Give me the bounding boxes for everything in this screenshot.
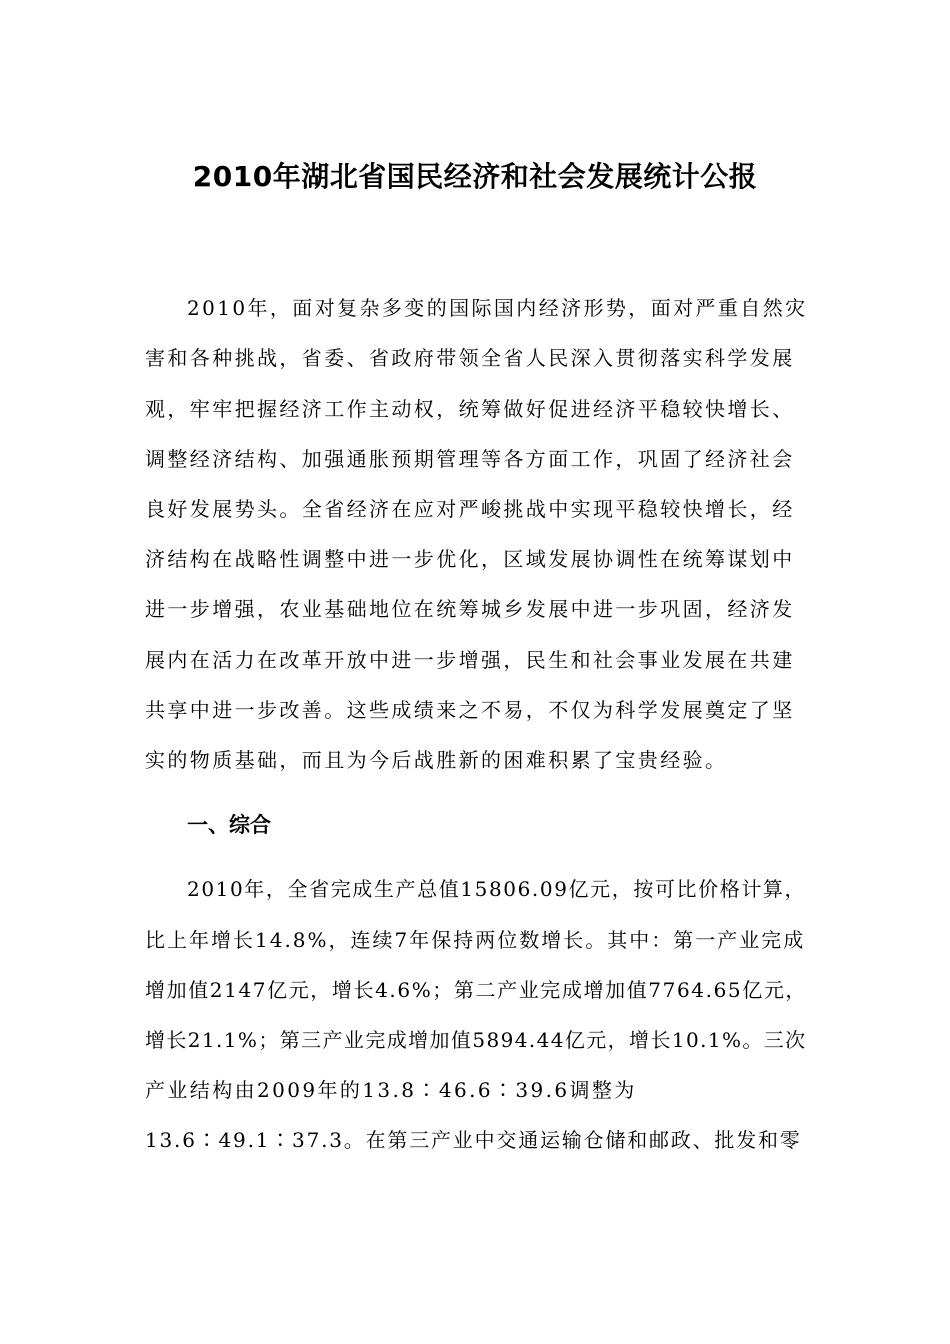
intro-line: 共享中进一步改善。这些成绩来之不易，不仅为科学发展奠定了坚: [145, 698, 795, 722]
intro-line: 观，牢牢把握经济工作主动权，统筹做好促进经济平稳较快增长、: [145, 397, 795, 421]
intro-line: 展内在活力在改革开放中进一步增强，民生和社会事业发展在共建: [145, 648, 795, 672]
document-title: 2010年湖北省国民经济和社会发展统计公报: [192, 160, 758, 193]
intro-line: 进一步增强，农业基础地位在统筹城乡发展中进一步巩固，经济发: [145, 597, 795, 621]
section-line: 比上年增长14.8%，连续7年保持两位数增长。其中：第一产业完成: [145, 928, 806, 952]
section-line: 增长21.1%；第三产业完成增加值5894.44亿元，增长10.1%。三次: [145, 1028, 807, 1052]
intro-line: 实的物质基础，而且为今后战胜新的困难积累了宝贵经验。: [145, 748, 728, 772]
section-heading: 一、综合: [187, 813, 271, 837]
intro-line: 害和各种挑战，省委、省政府带领全省人民深入贯彻落实科学发展: [145, 346, 795, 370]
section-line: 2010年，全省完成生产总值15806.09亿元，按可比价格计算，: [187, 877, 807, 901]
section-line: 增加值2147亿元，增长4.6%；第二产业完成增加值7764.65亿元，: [145, 978, 808, 1002]
intro-line: 2010年，面对复杂多变的国际国内经济形势，面对严重自然灾: [187, 296, 808, 320]
intro-line: 调整经济结构、加强通胀预期管理等各方面工作，巩固了经济社会: [145, 447, 795, 471]
intro-line: 良好发展势头。全省经济在应对严峻挑战中实现平稳较快增长，经: [145, 497, 795, 521]
section-line: 产业结构由2009年的13.8∶46.6∶39.6调整为: [145, 1078, 637, 1102]
intro-line: 济结构在战略性调整中进一步优化，区域发展协调性在统筹谋划中: [145, 547, 795, 571]
section-line: 13.6∶49.1∶37.3。在第三产业中交通运输仓储和邮政、批发和零: [145, 1128, 802, 1152]
